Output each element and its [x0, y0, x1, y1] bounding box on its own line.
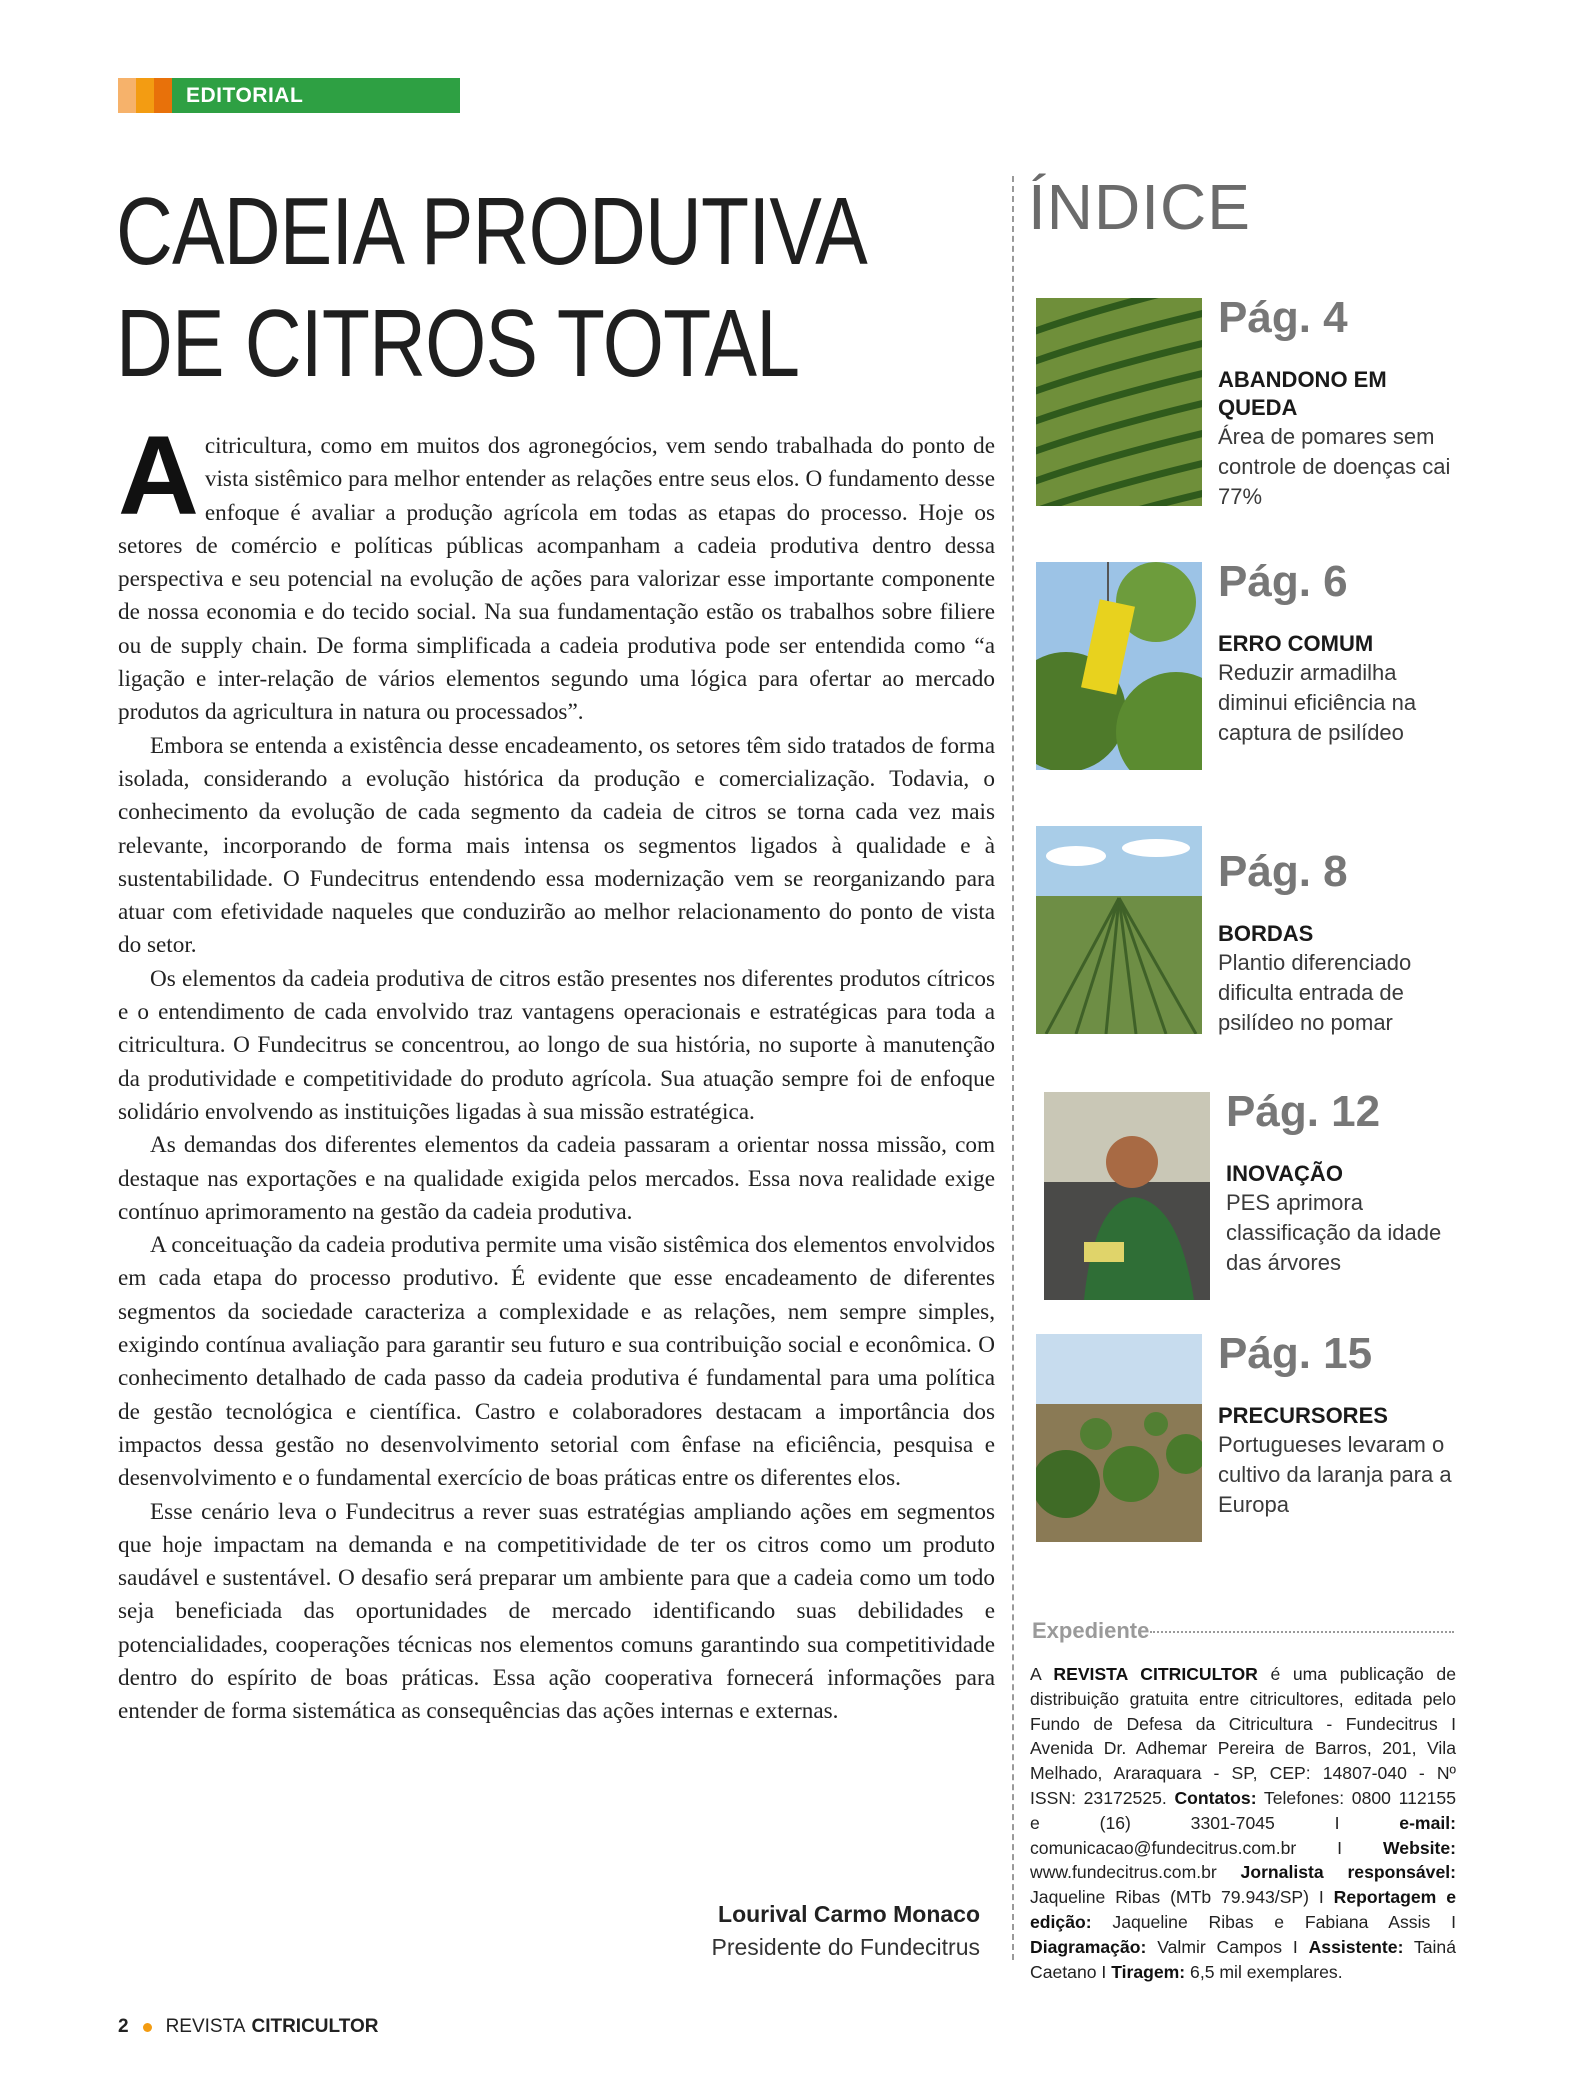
- index-headline: BORDAS: [1218, 921, 1314, 946]
- drop-cap: A: [118, 413, 199, 538]
- exp-bold: Reportagem e edição:: [1030, 1887, 1456, 1932]
- article-paragraph: Embora se entenda a existência desse encadeamento, os setores têm sido tratados de forma isolada, considerando a evolução histórica da produção e comercialização. Todavia, o conhecimento da evolução de cada segmento da cadeia de citros se torna cada vez mais relevante, incorporando de forma mais intensa os segmentos ligados à qualidade e à sustentabilidade. O Fundecitrus entendendo essa modernização vem se reorganizando para atuar com efetividade naqueles que conduzirão ao melhor relacionamento do ponto de vista do setor.: [118, 732, 995, 959]
- exp-bold: Jornalista responsável:: [1240, 1862, 1456, 1883]
- banner-stripe: [154, 78, 172, 113]
- orchard-aerial-image[interactable]: [1036, 298, 1202, 506]
- index-description: Plantio diferenciado dificulta entrada de psilídeo no pomar: [1218, 950, 1412, 1035]
- exp-bold: Diagramação:: [1030, 1936, 1147, 1957]
- page-number: 2: [118, 2016, 129, 2037]
- expediente-rule: [1150, 1631, 1454, 1633]
- index-item[interactable]: [1226, 1086, 1466, 1278]
- column-divider: [1012, 176, 1014, 1960]
- footer-brand: REVISTA: [165, 2016, 246, 2037]
- index-page: Pág. 12: [1226, 1087, 1381, 1136]
- index-description: PES aprimora classificação da idade das árvores: [1226, 1190, 1442, 1275]
- index-item[interactable]: [1218, 292, 1458, 512]
- footer-brand-bold: CITRICULTOR: [251, 2016, 379, 2037]
- exp-seg: Valmir Campos I: [1146, 1936, 1309, 1957]
- exp-seg: Telefones: 0800 112155 e (16) 3301-7045 I: [1030, 1787, 1456, 1833]
- exp-seg: Jaqueline Ribas (MTb 79.943/SP) I: [1030, 1887, 1334, 1908]
- man-in-car-image[interactable]: [1044, 1092, 1210, 1300]
- index-page: Pág. 8: [1218, 847, 1348, 896]
- article-paragraph: Esse cenário leva o Fundecitrus a rever suas estratégias ampliando ações em segmentos que hoje impactam na demanda e na competitividade de ter os citros como um produto saudável e sustentável. O desafio será preparar um ambiente para que a cadeia como um todo seja beneficiada das oportunidades de mercado identificando suas debilidades e potencialidades, cooperações técnicas nos elementos comuns garantindo sua competitividade dentro do espírito de boas práticas. Essa ação cooperativa fornecerá informações para entender de forma sistemática as consequências das ações internas e externas.: [118, 1498, 995, 1725]
- signature: [640, 1898, 980, 1964]
- banner-stripe: [136, 78, 154, 113]
- author-role: Presidente do Fundecitrus: [711, 1934, 980, 1960]
- exp-seg: comunicacao@fundecitrus.com.br I: [1030, 1837, 1383, 1858]
- exp-seg: Tainá Caetano I: [1030, 1936, 1456, 1982]
- index-description: Área de pomares sem controle de doenças cai 77%: [1218, 424, 1451, 509]
- page-footer: [118, 2016, 378, 2038]
- expediente-title: Expediente: [1032, 1618, 1150, 1643]
- article-paragraph: Os elementos da cadeia produtiva de citros estão presentes nos diferentes produtos cítricos e o entendimento de cada envolvido traz vantagens operacionais e estratégicas para toda a citricultura. O Fundecitrus se concentrou, ao longo de sua história, no suporte à manutenção da produtividade e competitividade do produto agrícola. Sua atuação sempre foi de enfoque solidário envolvendo as instituições ligadas à sua missão estratégica.: [118, 965, 995, 1125]
- exp-bold: e-mail:: [1399, 1812, 1456, 1833]
- index-page: Pág. 6: [1218, 557, 1348, 606]
- section-banner: [118, 78, 460, 113]
- article-paragraph: A conceituação da cadeia produtiva permite uma visão sistêmica dos elementos envolvidos em cada etapa do processo produtivo. É evidente que esse encadeamento de diferentes segmentos da sociedade caracteriza a complexidade e as relações, nem sempre simples, exigindo contínua avaliação para garantir seu futuro e sua contribuição social e econômica. O conhecimento detalhado de cada passo da cadeia produtiva é fundamental para uma política de gestão tecnológica e científica. Castro e colaboradores destacam a importância dos impactos dessa gestão no desenvolvimento setorial com ênfase na eficiência, pesquisa e desenvolvimento e o fundamental exercício de boas práticas entre os diferentes elos.: [118, 1232, 995, 1492]
- author-name: Lourival Carmo Monaco: [718, 1901, 980, 1927]
- article-paragraph: As demandas dos diferentes elementos da cadeia passaram a orientar nossa missão, com destaque nas exportações e na qualidade exigida pelos mercados. Essa nova realidade exige contínuo aprimoramento na gestão da cadeia produtiva.: [118, 1132, 995, 1225]
- expediente-text: [1030, 1662, 1456, 1984]
- orange-grove-image[interactable]: [1036, 1334, 1202, 1542]
- index-item[interactable]: [1218, 1328, 1458, 1520]
- page-title: [116, 176, 867, 400]
- exp-seg: www.fundecitrus.com.br: [1030, 1862, 1241, 1883]
- index-item[interactable]: [1218, 846, 1458, 1038]
- exp-bold: Website:: [1383, 1837, 1456, 1858]
- index-item[interactable]: [1218, 556, 1458, 748]
- bullet-icon: [143, 2023, 152, 2032]
- index-description: Portugueses levaram o cultivo da laranja para a Europa: [1218, 1432, 1452, 1517]
- article-body: [118, 413, 995, 1729]
- article-paragraph: [118, 413, 995, 730]
- exp-bold: REVISTA CITRICULTOR: [1053, 1664, 1258, 1684]
- index-headline: ABANDONO EM QUEDA: [1218, 367, 1387, 420]
- index-headline: INOVAÇÃO: [1226, 1161, 1343, 1186]
- index-page: Pág. 4: [1218, 293, 1348, 342]
- banner-stripe: [118, 78, 136, 113]
- exp-seg: é uma publicação de distribuição gratuita entre citricultores, editada pelo Fundo de Defesa da Citricultura - Fundecitrus I Avenida Dr. Adhemar Pereira de Barros, 201, Vila Melhado, Araraquara - SP, CEP: 14807-040 - Nº ISSN: 23172525.: [1030, 1664, 1456, 1808]
- index-headline: PRECURSORES: [1218, 1403, 1388, 1428]
- exp-bold: Contatos:: [1174, 1787, 1257, 1808]
- title-line-2: DE CITROS TOTAL: [116, 290, 800, 397]
- orchard-landscape-image[interactable]: [1036, 826, 1202, 1034]
- exp-bold: Assistente:: [1308, 1936, 1404, 1957]
- index-description: Reduzir armadilha diminui eficiência na captura de psilídeo: [1218, 660, 1417, 745]
- index-title: ÍNDICE: [1028, 171, 1251, 243]
- sticky-trap-image[interactable]: [1036, 562, 1202, 770]
- section-label: EDITORIAL: [172, 78, 460, 113]
- exp-seg: A: [1030, 1664, 1054, 1684]
- exp-bold: Tiragem:: [1111, 1961, 1186, 1982]
- index-page: Pág. 15: [1218, 1329, 1373, 1378]
- index-headline: ERRO COMUM: [1218, 631, 1374, 656]
- paragraph-text: citricultura, como em muitos dos agronegócios, vem sendo trabalhada do ponto de vista sistêmico para melhor entender as relações entre seus elos. O fundamento desse enfoque é avaliar a produção agrícola em todas as etapas do processo. Hoje os setores de comércio e políticas públicas acompanham a cadeia produtiva dentro dessa perspectiva e seu potencial na evolução de ações para valorizar esse importante componente de nossa economia e do tecido social. Na sua fundamentação estão os trabalhos sobre filiere ou de supply chain. De forma simplificada a cadeia produtiva pode ser entendida como “a ligação e inter-relação de vários elementos segundo uma lógica para ofertar ao mercado produtos da agricultura in natura ou processados”.: [118, 433, 995, 726]
- title-line-1: CADEIA PRODUTIVA: [116, 178, 867, 285]
- exp-seg: Jaqueline Ribas e Fabiana Assis I: [1091, 1911, 1456, 1932]
- exp-seg: 6,5 mil exemplares.: [1185, 1961, 1343, 1982]
